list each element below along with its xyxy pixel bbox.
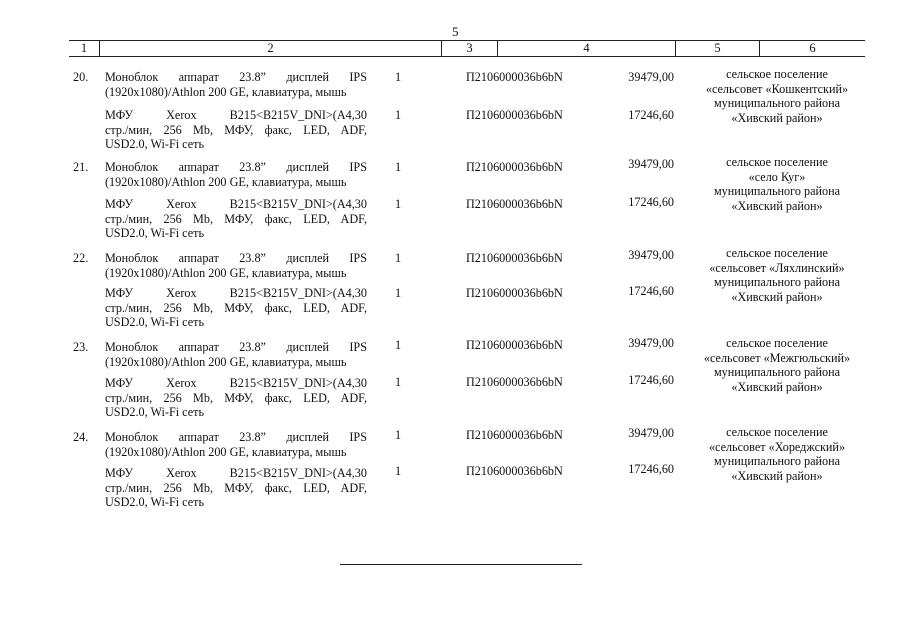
recipient: сельское поселение «сельсовет «Ляхлинский» муниципального района «Хивский район» — [709, 246, 845, 304]
recipient: сельское поселение «сельсовет «Межгюльский» муниципального района «Хивский район» — [703, 336, 851, 394]
item-price: 17246,60 — [628, 108, 674, 122]
item-price: 39479,00 — [628, 70, 674, 84]
item-price: 17246,60 — [628, 284, 674, 298]
item-price: 39479,00 — [628, 248, 674, 262]
page-number: 5 — [452, 24, 459, 39]
item-price: 39479,00 — [628, 336, 674, 350]
inventory-number: П2106000036b6bN — [466, 160, 563, 174]
item-description: Моноблок аппарат 23.8” дисплей IPS (1920x1080)/Athlon 200 GE, клавиатура, мышь — [105, 160, 367, 189]
recipient: сельское поселение «сельсовет «Кошкентский» муниципального района «Хивский район» — [705, 67, 849, 125]
item-description: Моноблок аппарат 23.8” дисплей IPS (1920x1080)/Athlon 200 GE, клавиатура, мышь — [105, 251, 367, 280]
item-description: МФУ Xerox B215<B215V_DNI>(A4,30 стр./мин, 256 Mb, МФУ, факс, LED, ADF, USD2.0, Wi-Fi сеть — [105, 197, 367, 241]
item-quantity: 1 — [395, 375, 402, 389]
header-col-2: 2 — [99, 41, 441, 56]
item-quantity: 1 — [395, 70, 402, 84]
row-number: 24. — [73, 430, 89, 444]
closing-line-divider — [340, 564, 582, 565]
recipient: сельское поселение «сельсовет «Хореджский» муниципального района «Хивский район» — [708, 425, 846, 483]
row-number: 22. — [73, 251, 89, 265]
inventory-number: П2106000036b6bN — [466, 108, 563, 122]
header-col-6: 6 — [759, 41, 865, 56]
table-header — [69, 40, 865, 57]
header-col-1: 1 — [80, 41, 88, 55]
item-price: 17246,60 — [628, 195, 674, 209]
inventory-number: П2106000036b6bN — [466, 197, 563, 211]
recipient: сельское поселение «село Куг» муниципального района «Хивский район» — [713, 155, 841, 213]
item-price: 17246,60 — [628, 373, 674, 387]
item-quantity: 1 — [395, 286, 402, 300]
inventory-number: П2106000036b6bN — [466, 464, 563, 478]
item-price: 39479,00 — [628, 157, 674, 171]
item-quantity: 1 — [395, 251, 402, 265]
item-description: МФУ Xerox B215<B215V_DNI>(A4,30 стр./мин, 256 Mb, МФУ, факс, LED, ADF, USD2.0, Wi-Fi сеть — [105, 108, 367, 152]
item-description: МФУ Xerox B215<B215V_DNI>(A4,30 стр./мин, 256 Mb, МФУ, факс, LED, ADF, USD2.0, Wi-Fi сеть — [105, 466, 367, 510]
header-col-4: 4 — [497, 41, 675, 56]
inventory-number: П2106000036b6bN — [466, 251, 563, 265]
item-price: 39479,00 — [628, 426, 674, 440]
row-number: 21. — [73, 160, 89, 174]
header-col-3: 3 — [441, 41, 497, 56]
row-number: 23. — [73, 340, 89, 354]
inventory-number: П2106000036b6bN — [466, 428, 563, 442]
item-quantity: 1 — [395, 197, 402, 211]
row-number: 20. — [73, 70, 89, 84]
item-description: Моноблок аппарат 23.8” дисплей IPS (1920x1080)/Athlon 200 GE, клавиатура, мышь — [105, 70, 367, 99]
item-quantity: 1 — [395, 428, 402, 442]
inventory-number: П2106000036b6bN — [466, 375, 563, 389]
inventory-number: П2106000036b6bN — [466, 70, 563, 84]
item-quantity: 1 — [395, 160, 402, 174]
item-price: 17246,60 — [628, 462, 674, 476]
item-description: Моноблок аппарат 23.8” дисплей IPS (1920x1080)/Athlon 200 GE, клавиатура, мышь — [105, 430, 367, 459]
item-quantity: 1 — [395, 464, 402, 478]
inventory-number: П2106000036b6bN — [466, 338, 563, 352]
item-description: Моноблок аппарат 23.8” дисплей IPS (1920x1080)/Athlon 200 GE, клавиатура, мышь — [105, 340, 367, 369]
header-col-5: 5 — [675, 41, 759, 56]
inventory-number: П2106000036b6bN — [466, 286, 563, 300]
item-quantity: 1 — [395, 338, 402, 352]
item-description: МФУ Xerox B215<B215V_DNI>(A4,30 стр./мин, 256 Mb, МФУ, факс, LED, ADF, USD2.0, Wi-Fi сеть — [105, 376, 367, 420]
item-quantity: 1 — [395, 108, 402, 122]
item-description: МФУ Xerox B215<B215V_DNI>(A4,30 стр./мин, 256 Mb, МФУ, факс, LED, ADF, USD2.0, Wi-Fi сеть — [105, 286, 367, 330]
